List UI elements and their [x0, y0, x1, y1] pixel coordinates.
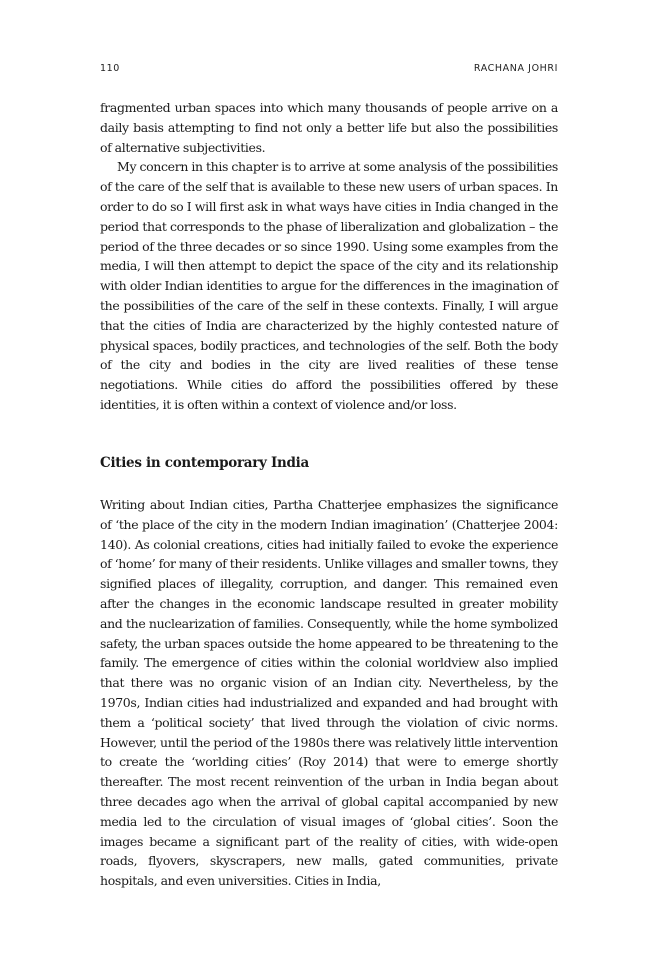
section-heading: Cities in contemporary India	[100, 455, 309, 471]
paragraph-chapter-concern: My concern in this chapter is to arrive at some analysis of the possibilities of the care of the self that is available to these new users of urban spaces. In order to do so I will first ask in what ways have cities in India changed in the period that corresponds to the phase of liberalization and globalization – the period of the three decades or so since 1990. Using some examples from the media, I will then attempt to depict the space of the city and its relationship with older Indian identities to argue for the differences in the imagination of the possibilities of the care of the self in these contexts. Finally, I will argue that the cities of India are characterized by the highly contested nature of physical spaces, bodily practices, and technologies of the self. Both the body of the city and bodies in the city are lived realities of these tense negotiations. While cities do afford the possibilities offered by these identities, it is often within a context of violence and/or loss.	[100, 159, 558, 412]
page-number: 110	[100, 63, 120, 74]
running-head	[100, 63, 558, 77]
running-head-author: RACHANA JOHRI	[473, 63, 558, 74]
paragraph-cities-india: Writing about Indian cities, Partha Chatterjee emphasizes the significance of ‘the place of the city in the modern Indian imagination’ (Chatterjee 2004: 140). As colonial creations, cities had initially failed to evoke the experience of ‘home’ for many of their residents. Unlike villages and smaller towns, they signified places of illegality, corruption, and danger. This remained even after the changes in the economic landscape resulted in greater mobility and the nuclearization of families. Consequently, while the home symbolized safety, the urban spaces outside the home appeared to be threatening to the family. The emergence of cities within the colonial worldview also implied that there was no organic vision of an Indian city. Nevertheless, by the 1970s, Indian cities had industrialized and expanded and had brought with them a ‘political society’ that lived through the violation of civic norms. However, until the period of the 1980s there was relatively little intervention to create the ‘worlding cities’ (Roy 2014) that were to emerge shortly thereafter. The most recent reinvention of the urban in India began about three decades ago when the arrival of global capital accompanied by new media led to the circulation of visual images of ‘global cities’. Soon the images became a significant part of the reality of cities, with wide-open roads, flyovers, skyscrapers, new malls, gated communities, private hospitals, and even universities. Cities in India,	[100, 497, 558, 889]
intro-text-block	[100, 98, 558, 415]
paragraph-continued: fragmented urban spaces into which many thousands of people arrive on a daily basis attempting to find not only a better life but also the possibilities of alternative subjectivities.	[100, 100, 558, 155]
section-text-block	[100, 495, 558, 891]
